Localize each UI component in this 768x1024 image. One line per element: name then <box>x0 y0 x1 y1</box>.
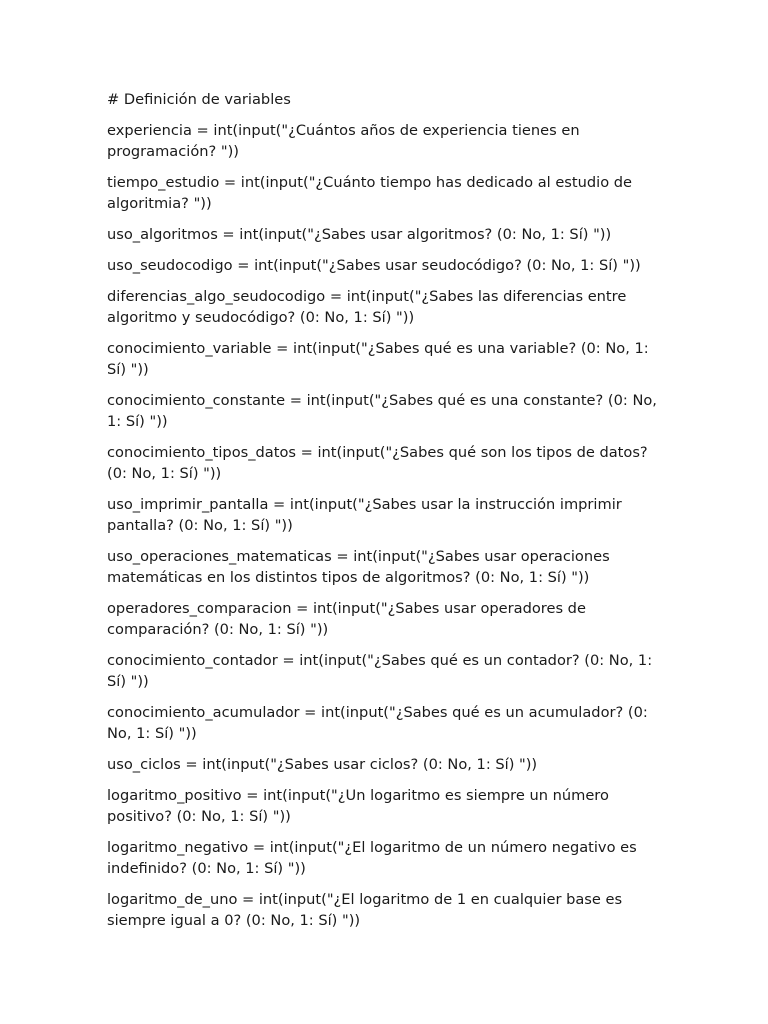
code-line: uso_seudocodigo = int(input("¿Sabes usar seudocódigo? (0: No, 1: Sí) ")) <box>107 257 641 274</box>
code-line: conocimiento_tipos_datos = int(input("¿Sabes qué son los tipos de datos? (0: No, 1: Sí) ")) <box>107 444 648 482</box>
section-heading: # Definición de variables <box>107 91 291 108</box>
code-line: conocimiento_acumulador = int(input("¿Sabes qué es un acumulador? (0: No, 1: Sí) ")) <box>107 704 648 742</box>
code-line: tiempo_estudio = int(input("¿Cuánto tiempo has dedicado al estudio de algoritmia? ")) <box>107 174 633 212</box>
code-line: operadores_comparacion = int(input("¿Sabes usar operadores de comparación? (0: No, 1: Sí) ")) <box>107 600 586 638</box>
code-line: uso_imprimir_pantalla = int(input("¿Sabes usar la instrucción imprimir pantalla? (0: No, 1: Sí) ")) <box>107 496 622 534</box>
code-line: conocimiento_constante = int(input("¿Sabes qué es una constante? (0: No, 1: Sí) ")) <box>107 392 657 430</box>
code-line: uso_operaciones_matematicas = int(input("¿Sabes usar operaciones matemáticas en los distintos tipos de algoritmos? (0: No, 1: Sí) ")) <box>107 548 610 586</box>
code-line: logaritmo_negativo = int(input("¿El logaritmo de un número negativo es indefinido? (0: No, 1: Sí) ")) <box>107 839 637 877</box>
code-line: logaritmo_positivo = int(input("¿Un logaritmo es siempre un número positivo? (0: No, 1: Sí) ")) <box>107 787 609 825</box>
code-line: conocimiento_contador = int(input("¿Sabes qué es un contador? (0: No, 1: Sí) ")) <box>107 652 653 690</box>
code-line: logaritmo_de_uno = int(input("¿El logaritmo de 1 en cualquier base es siempre igual a 0? (0: No, 1: Sí) ")) <box>107 891 623 929</box>
code-line: uso_algoritmos = int(input("¿Sabes usar algoritmos? (0: No, 1: Sí) ")) <box>107 226 612 243</box>
code-line: uso_ciclos = int(input("¿Sabes usar ciclos? (0: No, 1: Sí) ")) <box>107 756 538 773</box>
code-line: experiencia = int(input("¿Cuántos años de experiencia tienes en programación? ")) <box>107 122 580 160</box>
document-page <box>107 89 667 941</box>
code-line: conocimiento_variable = int(input("¿Sabes qué es una variable? (0: No, 1: Sí) ")) <box>107 340 649 378</box>
code-line: diferencias_algo_seudocodigo = int(input("¿Sabes las diferencias entre algoritmo y seudocódigo? (0: No, 1: Sí) ")) <box>107 288 627 326</box>
